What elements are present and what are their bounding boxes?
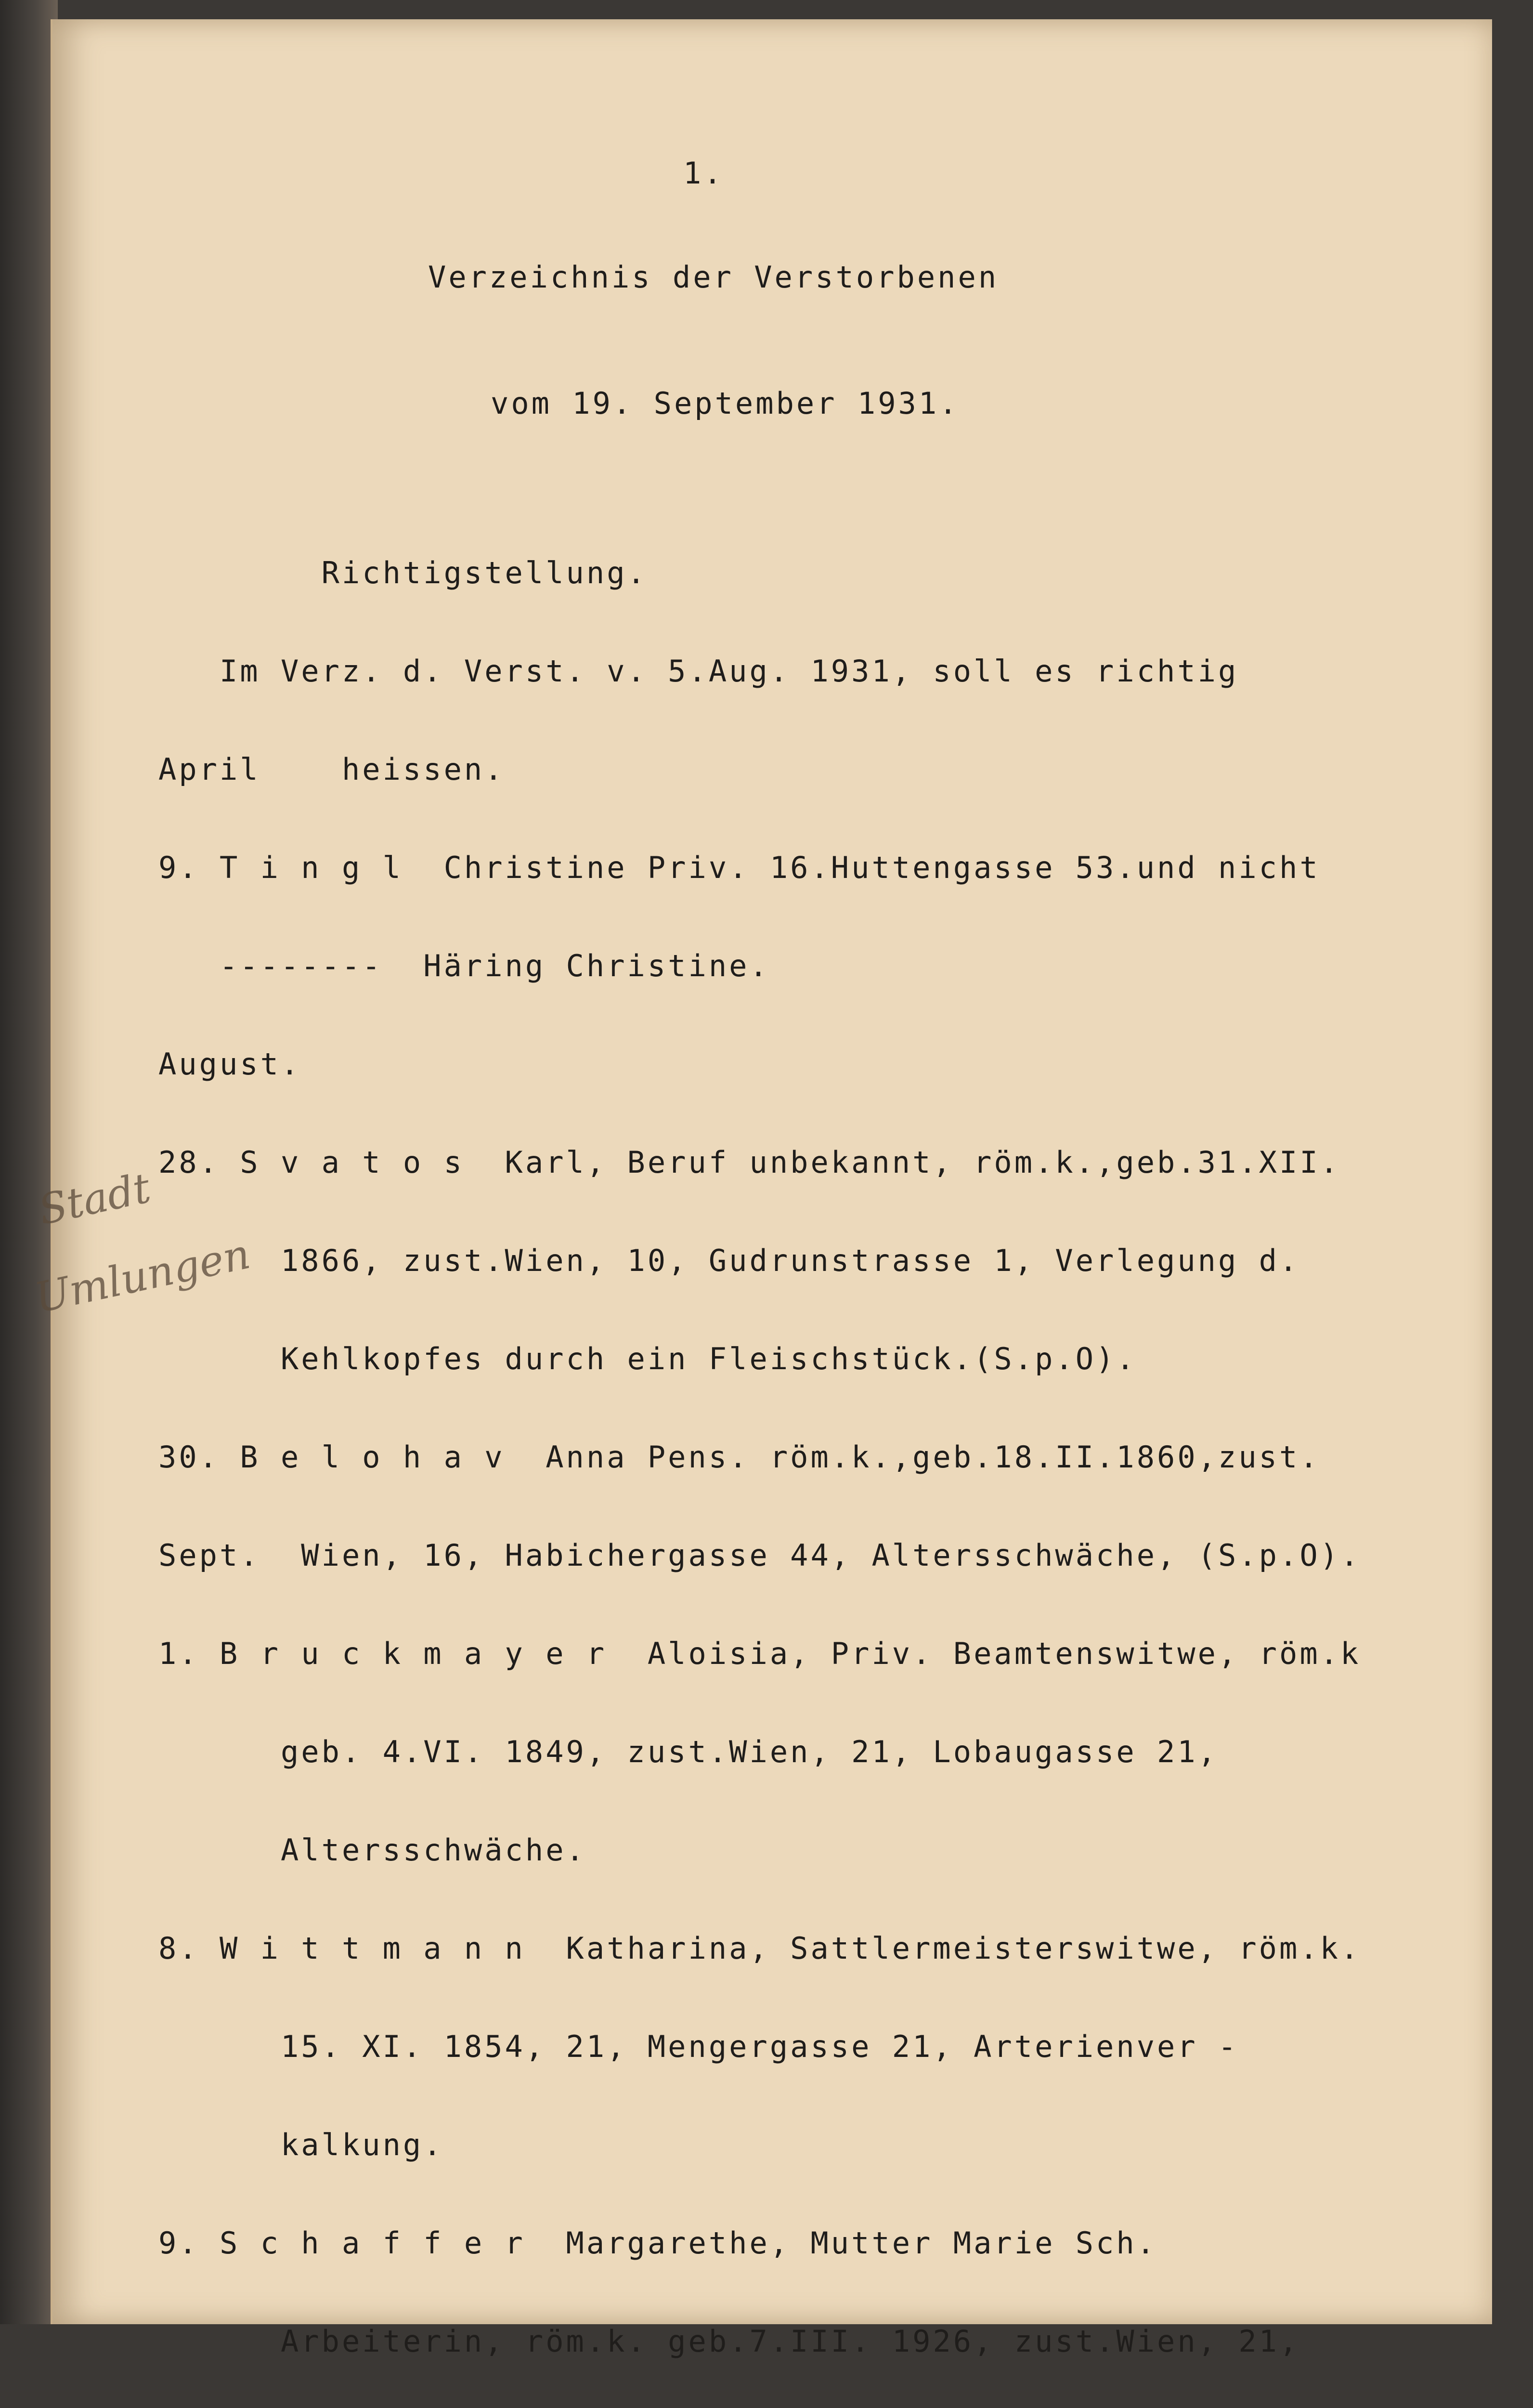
text-line: Kehlkopfes durch ein Fleischstück.(S.p.O). bbox=[158, 1341, 1137, 1376]
text-line: Arbeiterin, röm.k. geb.7.III. 1926, zust.Wien, 21, bbox=[158, 2324, 1300, 2359]
text-line: 1. B r u c k m a y e r Aloisia, Priv. Beamtenswitwe, röm.k bbox=[158, 1636, 1361, 1671]
text-line: 8. W i t t m a n n Katharina, Sattlermeisterswitwe, röm.k. bbox=[158, 1931, 1361, 1966]
document-body bbox=[158, 92, 1468, 2408]
handwritten-margin-note: Umlungen bbox=[30, 1230, 255, 1323]
text-line: geb. 4.VI. 1849, zust.Wien, 21, Lobaugasse 21, bbox=[158, 1734, 1219, 1769]
text-line: 9. T i n g l Christine Priv. 16.Huttengasse 53.und nicht bbox=[158, 850, 1320, 885]
document-title: Verzeichnis der Verstorbenen bbox=[428, 260, 999, 295]
entries bbox=[158, 491, 1468, 2408]
document-page bbox=[30, 19, 1492, 2359]
text-line: Sept. Wien, 16, Habichergasse 44, Altersschwäche, (S.p.O). bbox=[158, 1538, 1361, 1573]
text-line: 28. S v a t o s Karl, Beruf unbekannt, röm.k.,geb.31.XII. bbox=[158, 1145, 1340, 1180]
text-line: -------- Häring Christine. bbox=[158, 948, 770, 983]
text-line: 1866, zust.Wien, 10, Gudrunstrasse 1, Verlegung d. bbox=[158, 1243, 1300, 1278]
text-line: Im Verz. d. Verst. v. 5.Aug. 1931, soll es richtig bbox=[158, 654, 1239, 689]
text-line: 30. B e l o h a v Anna Pens. röm.k.,geb.18.II.1860,zust. bbox=[158, 1440, 1320, 1475]
page-number: 1. bbox=[683, 156, 724, 191]
text-line: August. bbox=[158, 1047, 301, 1082]
text-line: 9. S c h a f f e r Margarethe, Mutter Marie Sch. bbox=[158, 2225, 1157, 2261]
text-line: April heissen. bbox=[158, 752, 505, 787]
document-date: vom 19. September 1931. bbox=[491, 386, 960, 421]
text-line: kalkung. bbox=[158, 2127, 444, 2162]
text-line: Altersschwäche. bbox=[158, 1832, 586, 1868]
handwritten-margin-note: Stadt bbox=[34, 1164, 155, 1235]
book-binding-shadow bbox=[0, 0, 58, 2324]
text-line: 15. XI. 1854, 21, Mengergasse 21, Arterienver - bbox=[158, 2029, 1239, 2064]
text-line: Richtigstellung. bbox=[158, 555, 648, 590]
